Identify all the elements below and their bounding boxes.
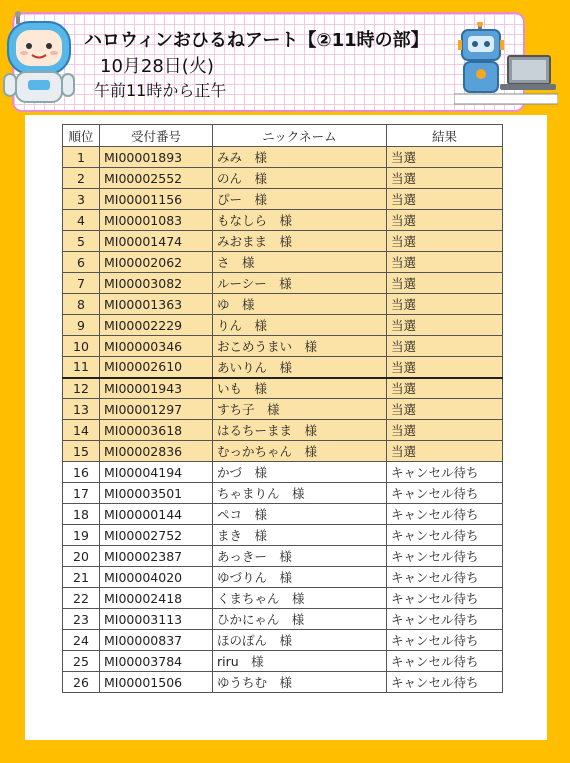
result-cell: 当選 xyxy=(387,357,503,378)
rank-cell: 8 xyxy=(63,294,100,315)
rank-cell: 24 xyxy=(63,630,100,651)
nickname-cell: すち子 様 xyxy=(213,399,387,420)
table-row xyxy=(63,252,503,273)
table-row xyxy=(63,546,503,567)
results-sheet xyxy=(25,115,547,740)
rank-cell: 4 xyxy=(63,210,100,231)
table-row xyxy=(63,357,503,378)
rank-cell: 2 xyxy=(63,168,100,189)
nickname-cell: むっかちゃん 様 xyxy=(213,441,387,462)
column-header-rank: 順位 xyxy=(63,125,100,147)
nickname-cell: あっきー 様 xyxy=(213,546,387,567)
result-cell: キャンセル待ち xyxy=(387,651,503,672)
receipt-number-cell: MI00002062 xyxy=(100,252,213,273)
result-cell: 当選 xyxy=(387,315,503,336)
nickname-cell: さ 様 xyxy=(213,252,387,273)
table-row xyxy=(63,294,503,315)
table-row xyxy=(63,483,503,504)
event-time: 午前11時から正午 xyxy=(94,81,227,100)
result-cell: 当選 xyxy=(387,336,503,357)
rank-cell: 19 xyxy=(63,525,100,546)
rank-cell: 9 xyxy=(63,315,100,336)
rank-cell: 7 xyxy=(63,273,100,294)
nickname-cell: あいりん 様 xyxy=(213,357,387,378)
table-row xyxy=(63,462,503,483)
table-row xyxy=(63,168,503,189)
table-body xyxy=(63,147,503,693)
nickname-cell: ゆづりん 様 xyxy=(213,567,387,588)
receipt-number-cell: MI00000837 xyxy=(100,630,213,651)
table-row xyxy=(63,504,503,525)
receipt-number-cell: MI00004020 xyxy=(100,567,213,588)
result-cell: 当選 xyxy=(387,441,503,462)
column-header-result: 結果 xyxy=(387,125,503,147)
table-row xyxy=(63,210,503,231)
rank-cell: 5 xyxy=(63,231,100,252)
receipt-number-cell: MI00000346 xyxy=(100,336,213,357)
table-row xyxy=(63,525,503,546)
table-row xyxy=(63,672,503,693)
receipt-number-cell: MI00003618 xyxy=(100,420,213,441)
nickname-cell: くまちゃん 様 xyxy=(213,588,387,609)
result-cell: 当選 xyxy=(387,420,503,441)
rank-cell: 6 xyxy=(63,252,100,273)
receipt-number-cell: MI00001506 xyxy=(100,672,213,693)
rank-cell: 15 xyxy=(63,441,100,462)
rank-cell: 21 xyxy=(63,567,100,588)
nickname-cell: ひかにゃん 様 xyxy=(213,609,387,630)
receipt-number-cell: MI00001297 xyxy=(100,399,213,420)
result-cell: 当選 xyxy=(387,252,503,273)
receipt-number-cell: MI00002552 xyxy=(100,168,213,189)
result-cell: キャンセル待ち xyxy=(387,672,503,693)
table-row xyxy=(63,588,503,609)
table-row xyxy=(63,336,503,357)
table-row xyxy=(63,567,503,588)
nickname-cell: おこめうまい 様 xyxy=(213,336,387,357)
nickname-cell: ルーシー 様 xyxy=(213,273,387,294)
nickname-cell: ゆ 様 xyxy=(213,294,387,315)
rank-cell: 23 xyxy=(63,609,100,630)
nickname-cell: もなしら 様 xyxy=(213,210,387,231)
table-header-row xyxy=(63,125,503,147)
rank-cell: 17 xyxy=(63,483,100,504)
table-row xyxy=(63,378,503,399)
table-row xyxy=(63,651,503,672)
rank-cell: 20 xyxy=(63,546,100,567)
event-date: 10月28日(火) xyxy=(100,56,214,77)
result-cell: 当選 xyxy=(387,147,503,168)
robot-laptop-icon xyxy=(454,22,558,112)
result-cell: キャンセル待ち xyxy=(387,504,503,525)
rank-cell: 11 xyxy=(63,357,100,378)
nickname-cell: まき 様 xyxy=(213,525,387,546)
receipt-number-cell: MI00000144 xyxy=(100,504,213,525)
receipt-number-cell: MI00001156 xyxy=(100,189,213,210)
page-title: ハロウィンおひるねアート【②11時の部】 xyxy=(84,30,429,51)
receipt-number-cell: MI00001943 xyxy=(100,378,213,399)
receipt-number-cell: MI00002418 xyxy=(100,588,213,609)
rank-cell: 10 xyxy=(63,336,100,357)
receipt-number-cell: MI00003784 xyxy=(100,651,213,672)
rank-cell: 1 xyxy=(63,147,100,168)
receipt-number-cell: MI00003082 xyxy=(100,273,213,294)
nickname-cell: ほのぽん 様 xyxy=(213,630,387,651)
receipt-number-cell: MI00003501 xyxy=(100,483,213,504)
receipt-number-cell: MI00003113 xyxy=(100,609,213,630)
result-cell: キャンセル待ち xyxy=(387,588,503,609)
receipt-number-cell: MI00001893 xyxy=(100,147,213,168)
rank-cell: 12 xyxy=(63,378,100,399)
rank-cell: 16 xyxy=(63,462,100,483)
result-cell: 当選 xyxy=(387,189,503,210)
nickname-cell: みみ 様 xyxy=(213,147,387,168)
nickname-cell: riru 様 xyxy=(213,651,387,672)
rank-cell: 14 xyxy=(63,420,100,441)
table-row xyxy=(63,147,503,168)
result-cell: 当選 xyxy=(387,168,503,189)
nickname-cell: ちゃまりん 様 xyxy=(213,483,387,504)
rank-cell: 3 xyxy=(63,189,100,210)
nickname-cell: はるちーまま 様 xyxy=(213,420,387,441)
result-cell: 当選 xyxy=(387,294,503,315)
table-row xyxy=(63,231,503,252)
astronaut-icon xyxy=(2,10,76,110)
result-cell: キャンセル待ち xyxy=(387,525,503,546)
result-cell: 当選 xyxy=(387,210,503,231)
nickname-cell: ゆうちむ 様 xyxy=(213,672,387,693)
nickname-cell: かづ 様 xyxy=(213,462,387,483)
rank-cell: 25 xyxy=(63,651,100,672)
table-row xyxy=(63,441,503,462)
receipt-number-cell: MI00002610 xyxy=(100,357,213,378)
nickname-cell: ぴー 様 xyxy=(213,189,387,210)
nickname-cell: みおまま 様 xyxy=(213,231,387,252)
receipt-number-cell: MI00002752 xyxy=(100,525,213,546)
receipt-number-cell: MI00002387 xyxy=(100,546,213,567)
column-header-nickname: ニックネーム xyxy=(213,125,387,147)
receipt-number-cell: MI00001363 xyxy=(100,294,213,315)
rank-cell: 13 xyxy=(63,399,100,420)
result-cell: キャンセル待ち xyxy=(387,630,503,651)
result-cell: 当選 xyxy=(387,231,503,252)
nickname-cell: のん 様 xyxy=(213,168,387,189)
receipt-number-cell: MI00004194 xyxy=(100,462,213,483)
column-header-receipt-number: 受付番号 xyxy=(100,125,213,147)
receipt-number-cell: MI00001083 xyxy=(100,210,213,231)
table-row xyxy=(63,630,503,651)
rank-cell: 26 xyxy=(63,672,100,693)
result-cell: キャンセル待ち xyxy=(387,567,503,588)
result-cell: 当選 xyxy=(387,378,503,399)
table-row xyxy=(63,273,503,294)
result-cell: キャンセル待ち xyxy=(387,546,503,567)
result-cell: キャンセル待ち xyxy=(387,462,503,483)
result-cell: 当選 xyxy=(387,273,503,294)
receipt-number-cell: MI00002836 xyxy=(100,441,213,462)
nickname-cell: りん 様 xyxy=(213,315,387,336)
table-row xyxy=(63,399,503,420)
table-row xyxy=(63,420,503,441)
receipt-number-cell: MI00002229 xyxy=(100,315,213,336)
results-table xyxy=(62,124,503,693)
receipt-number-cell: MI00001474 xyxy=(100,231,213,252)
result-cell: 当選 xyxy=(387,399,503,420)
result-cell: キャンセル待ち xyxy=(387,609,503,630)
rank-cell: 18 xyxy=(63,504,100,525)
table-row xyxy=(63,315,503,336)
table-row xyxy=(63,609,503,630)
rank-cell: 22 xyxy=(63,588,100,609)
result-cell: キャンセル待ち xyxy=(387,483,503,504)
nickname-cell: ペコ 様 xyxy=(213,504,387,525)
nickname-cell: いも 様 xyxy=(213,378,387,399)
table-row xyxy=(63,189,503,210)
